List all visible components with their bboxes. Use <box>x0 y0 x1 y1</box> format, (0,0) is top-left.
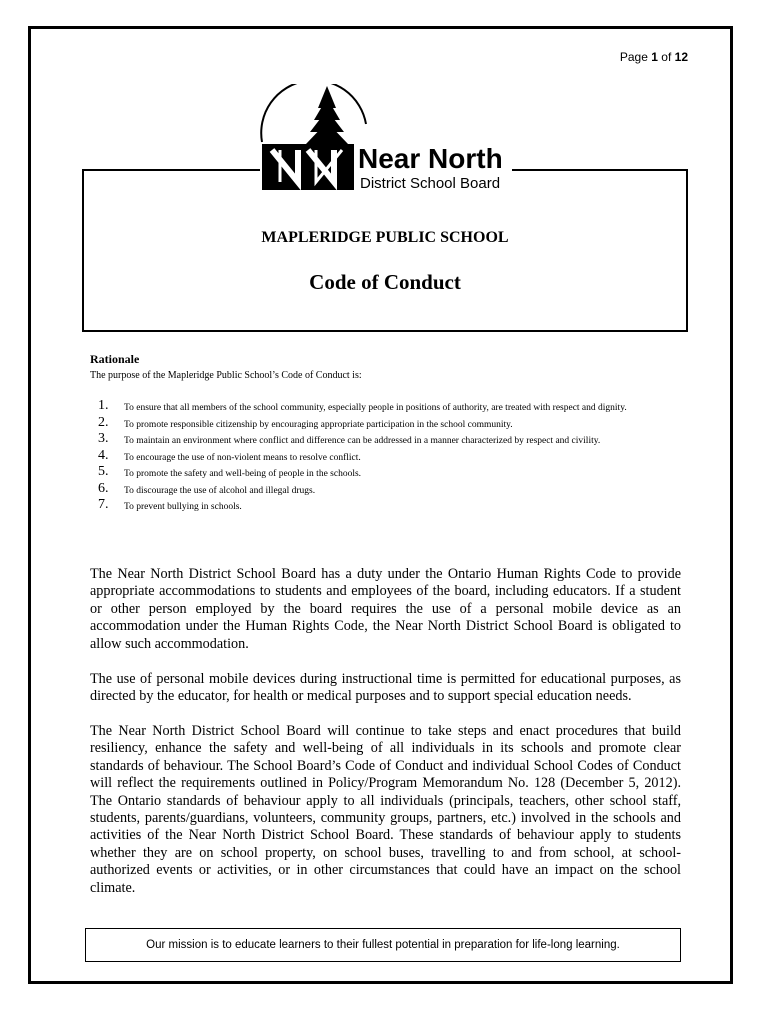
list-item: 3. To maintain an environment where conflict and difference can be addressed in a manner characterized by respect and civility. <box>98 431 601 446</box>
document-title: Code of Conduct <box>309 270 461 294</box>
page-number: Page 1 of 12 <box>619 50 688 64</box>
purpose-list <box>98 398 638 518</box>
mission-statement: Our mission is to educate learners to their fullest potential in preparation for life-long learning. <box>85 928 681 962</box>
nn-mark-icon <box>262 144 354 190</box>
list-item: 4. To encourage the use of non-violent means to resolve conflict. <box>98 447 361 463</box>
list-item: 5. To promote the safety and well-being of people in the schools. <box>98 464 362 479</box>
list-item: 7. To prevent bullying in schools. <box>98 497 242 512</box>
sun-arc-icon <box>261 84 366 142</box>
school-name: MAPLERIDGE PUBLIC SCHOOL <box>261 229 509 246</box>
rationale-heading: Rationale <box>90 352 140 366</box>
list-item: 1. To ensure that all members of the school community, especially people in positions of authority, are treated with respect and dignity. <box>98 398 627 413</box>
paragraph-mobile-devices: The use of personal mobile devices during instructional time is permitted for educational purposes, as directed by the educator, for health or medical purposes and to support special education needs. <box>90 671 681 705</box>
header-box <box>82 170 688 332</box>
list-item: 6. To discourage the use of alcohol and illegal drugs. <box>98 480 316 496</box>
list-item: 2. To promote responsible citizenship by encouraging appropriate participation in the school community. <box>98 414 513 430</box>
logo-line2: District School Board <box>360 175 501 192</box>
paragraph-standards: The Near North District School Board will continue to take steps and enact procedures that build resiliency, enhance the safety and well-being of all individuals in its schools and promote clear standards of behaviour. The School Board’s Code of Conduct and individual School Codes of Conduct will reflect the requirements outlined in Policy/Program Memorandum No. 128 (December 5, 2012). The Ontario standards of behaviour apply to all individuals (principals, teachers, other school staff, students, parents/guardians, volunteers, community groups, partners, etc.) involved in the schools and activities of the Near North District School Board. These standards of behaviour apply to students whether they are on school property, on school buses, travelling to and from school, at school-authorized events or activities, or in other circumstances that could have an impact on the school climate. <box>90 723 681 896</box>
paragraph-human-rights: The Near North District School Board has a duty under the Ontario Human Rights Code to provide appropriate accommodations to students and employees of the board, including educators. If a student or other person employed by the board requires the use of a personal mobile device as an accommodation under the Human Rights Code, the Near North District School Board is obligated to allow such accommodation. <box>90 566 681 652</box>
logo-line1: Near North <box>358 143 503 174</box>
school-board-logo <box>258 84 514 192</box>
rationale-intro: The purpose of the Mapleridge Public School’s Code of Conduct is: <box>90 370 362 381</box>
